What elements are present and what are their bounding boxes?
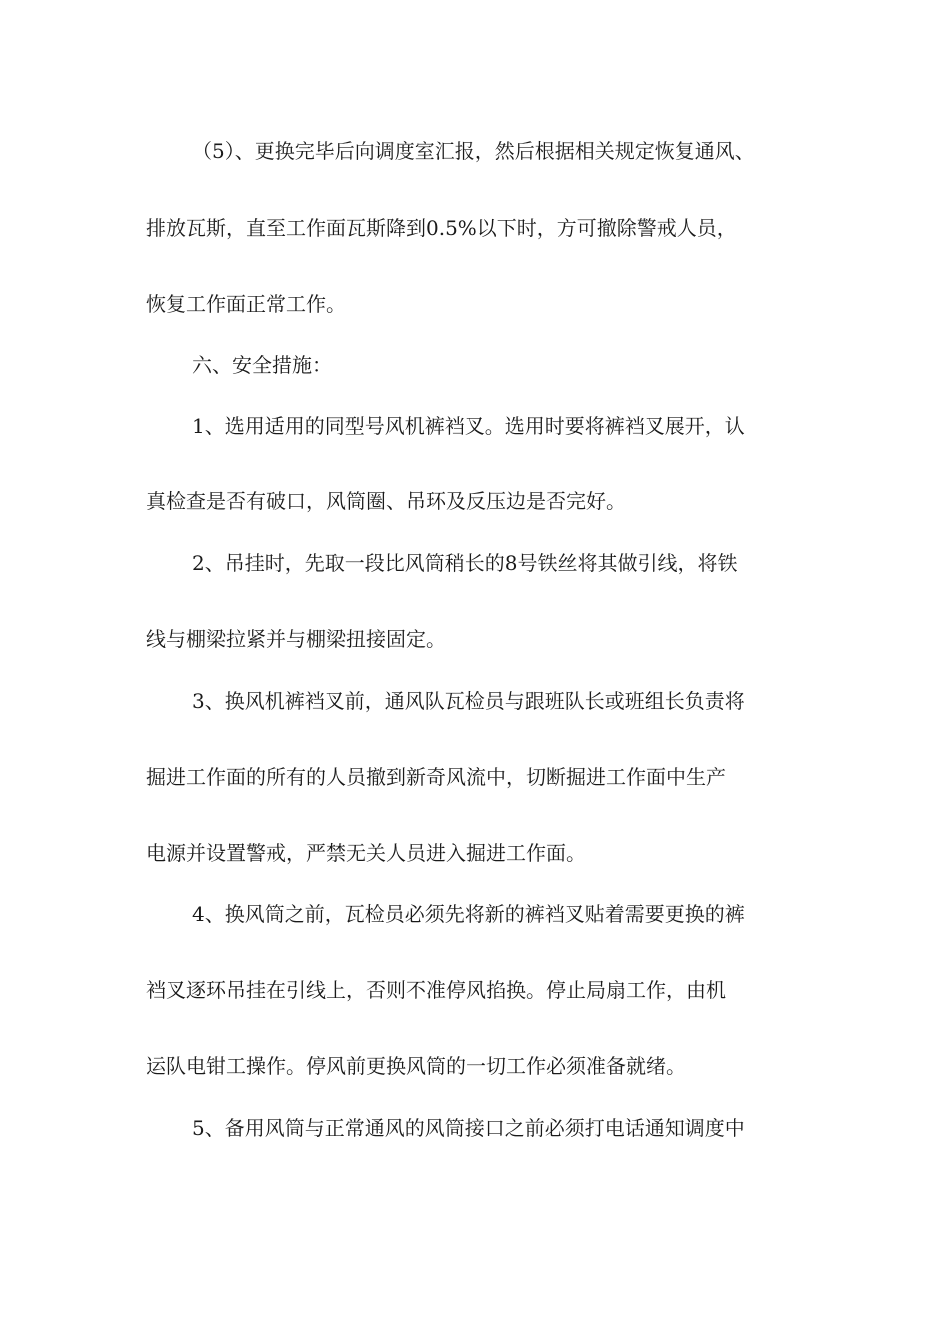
paragraph-line: 线与棚梁拉紧并与棚梁扭接固定。: [146, 627, 446, 651]
paragraph-line: 2、吊挂时，先取一段比风筒稍长的8号铁丝将其做引线，将铁: [192, 551, 738, 575]
paragraph-line: 电源并设置警戒，严禁无关人员进入掘进工作面。: [146, 841, 586, 865]
paragraph-line: （5）、更换完毕后向调度室汇报，然后根据相关规定恢复通风、: [192, 139, 755, 163]
paragraph-line: 恢复工作面正常工作。: [146, 292, 346, 316]
paragraph-line: 1、选用适用的同型号风机裤裆叉。选用时要将裤裆叉展开，认: [192, 414, 745, 438]
paragraph-line: 真检查是否有破口，风筒圈、吊环及反压边是否完好。: [146, 489, 626, 513]
paragraph-line: 裆叉逐环吊挂在引线上，否则不准停风掐换。停止局扇工作，由机: [146, 978, 726, 1002]
paragraph-line: 3、换风机裤裆叉前，通风队瓦检员与跟班队长或班组长负责将: [192, 689, 745, 713]
section-heading: 六、安全措施：: [192, 353, 332, 377]
paragraph-line: 4、换风筒之前，瓦检员必须先将新的裤裆叉贴着需要更换的裤: [192, 902, 745, 926]
paragraph-line: 排放瓦斯，直至工作面瓦斯降到0.5%以下时，方可撤除警戒人员，: [146, 216, 737, 240]
paragraph-line: 掘进工作面的所有的人员撤到新奇风流中，切断掘进工作面中生产: [146, 765, 726, 789]
paragraph-line: 运队电钳工操作。停风前更换风筒的一切工作必须准备就绪。: [146, 1054, 686, 1078]
paragraph-line: 5、备用风筒与正常通风的风筒接口之前必须打电话通知调度中: [192, 1116, 745, 1140]
